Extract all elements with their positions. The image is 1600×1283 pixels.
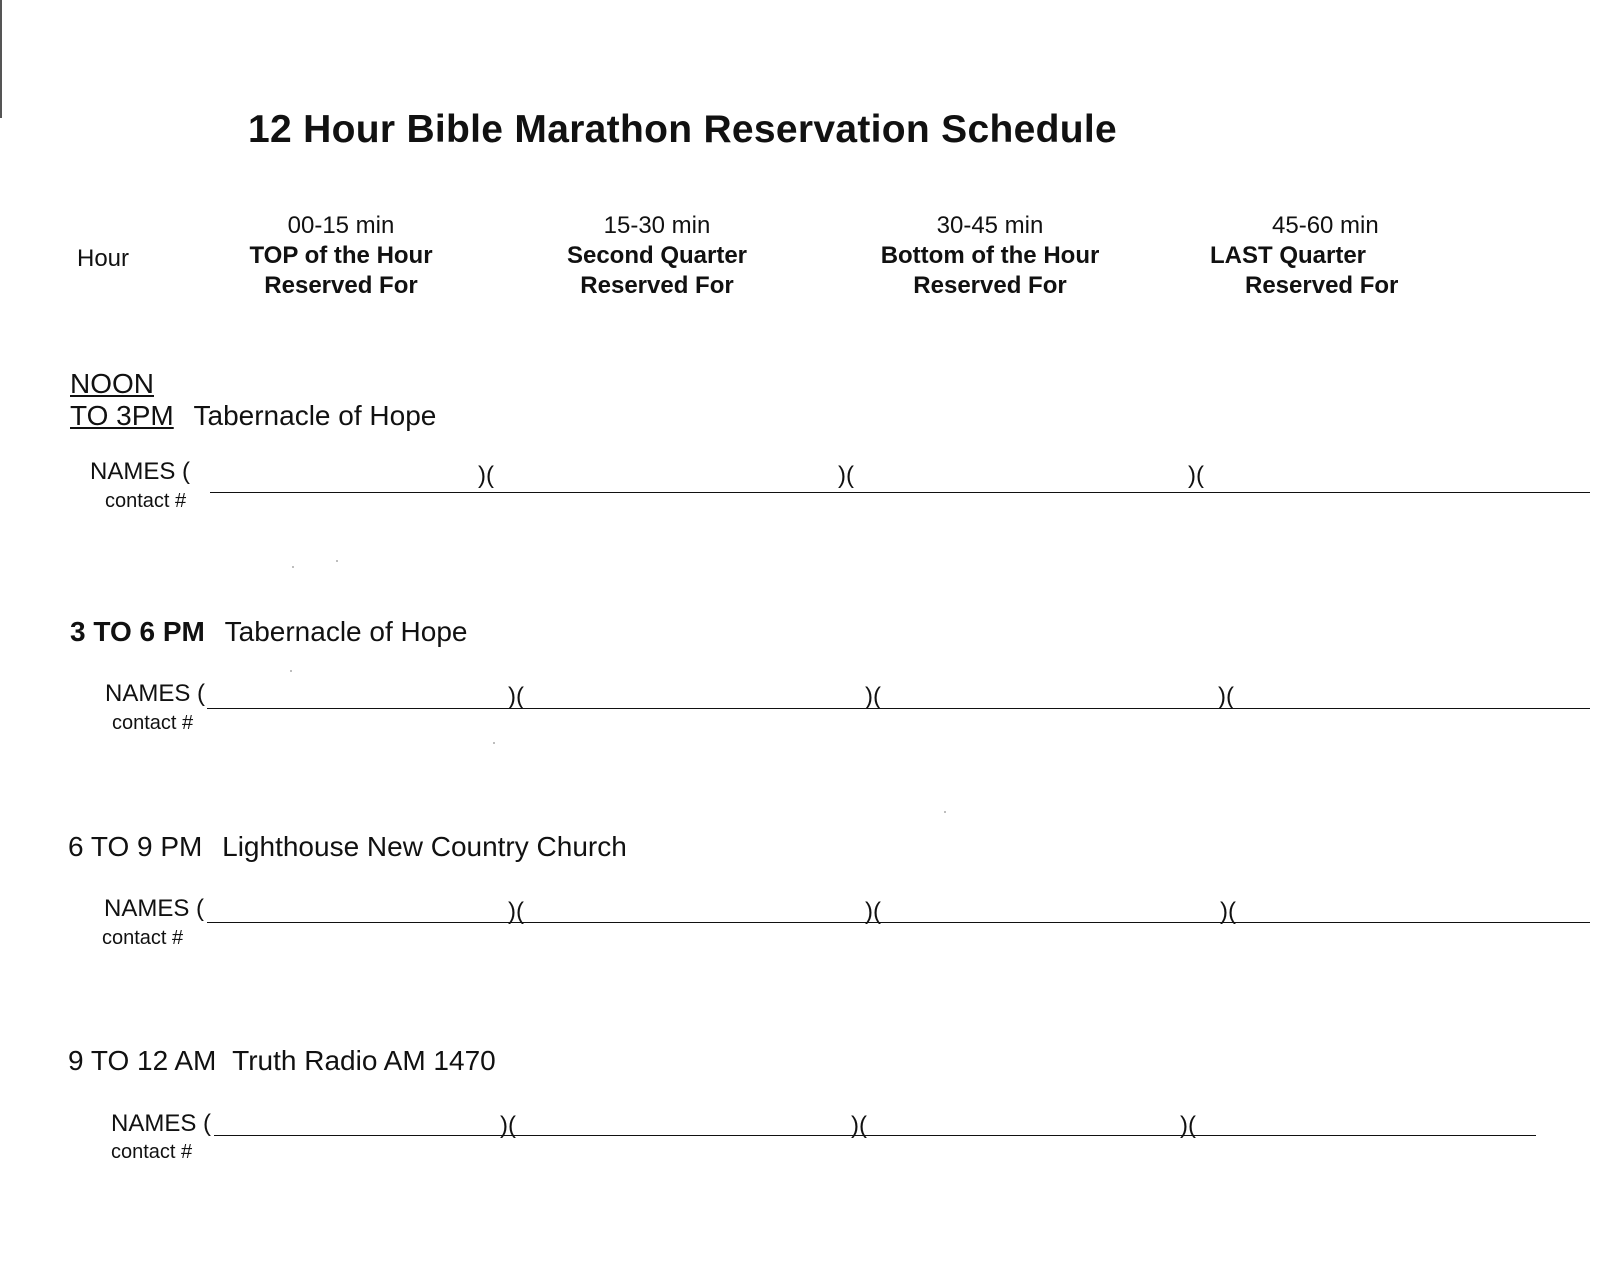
scan-speck <box>944 811 946 813</box>
column-header-top <box>236 211 446 301</box>
slot-host: Lighthouse New Country Church <box>222 831 627 862</box>
column-reserved: Reserved For <box>264 272 418 299</box>
column-reserved: Reserved For <box>913 272 1067 299</box>
scan-speck <box>290 670 292 672</box>
column-header-bottom <box>870 211 1110 301</box>
scan-speck <box>336 560 338 562</box>
column-header-last <box>1210 211 1460 301</box>
slot-time: 3 TO 6 PM <box>70 616 205 647</box>
slot-time-row <box>68 1045 496 1077</box>
slot-separator: )( <box>1220 898 1236 925</box>
slot-separator: )( <box>1218 683 1234 710</box>
page-title: 12 Hour Bible Marathon Reservation Schedule <box>248 108 1117 151</box>
slot-time: 9 TO 12 AM <box>68 1045 217 1076</box>
slot-separator: )( <box>508 683 524 710</box>
slot-host: Tabernacle of Hope <box>224 616 468 647</box>
column-range: 00-15 min <box>287 212 395 239</box>
contact-label: contact # <box>111 1141 193 1163</box>
contact-label: contact # <box>102 927 184 949</box>
column-reserved: Reserved For <box>1245 272 1399 299</box>
column-reserved: Reserved For <box>580 272 734 299</box>
column-name: TOP of the Hour <box>249 242 433 269</box>
slot-separator: )( <box>851 1112 867 1139</box>
slot-separator: )( <box>1180 1112 1196 1139</box>
names-label: NAMES ( <box>90 458 191 485</box>
slot-time-row <box>68 831 627 863</box>
slot-host: Truth Radio AM 1470 <box>232 1045 496 1076</box>
slot-host: Tabernacle of Hope <box>193 400 437 431</box>
scan-speck <box>292 566 294 568</box>
scan-edge-mark <box>0 0 2 118</box>
slot-separator: )( <box>500 1112 516 1139</box>
names-fill-line[interactable] <box>207 708 1590 709</box>
slot-separator: )( <box>838 462 854 489</box>
names-label: NAMES ( <box>111 1110 212 1137</box>
names-fill-line[interactable] <box>207 922 1590 923</box>
hour-column-header: Hour <box>77 245 130 272</box>
slot-time: 6 TO 9 PM <box>68 831 203 862</box>
names-fill-line[interactable] <box>214 1135 1536 1136</box>
column-range: 30-45 min <box>936 212 1044 239</box>
scan-speck <box>493 742 495 744</box>
column-range: 45-60 min <box>1272 212 1379 239</box>
column-header-second <box>552 211 762 301</box>
column-name: LAST Quarter <box>1210 242 1367 269</box>
names-label: NAMES ( <box>104 895 205 922</box>
slot-separator: )( <box>865 898 881 925</box>
slot-separator: )( <box>1188 462 1204 489</box>
names-fill-line[interactable] <box>210 492 1590 493</box>
column-range: 15-30 min <box>603 212 711 239</box>
contact-label: contact # <box>105 490 187 512</box>
column-name: Second Quarter <box>566 242 748 269</box>
contact-label: contact # <box>112 712 194 734</box>
slot-separator: )( <box>478 462 494 489</box>
names-label: NAMES ( <box>105 680 206 707</box>
slot-separator: )( <box>865 683 881 710</box>
slot-time-row <box>70 616 467 648</box>
slot-time-line1: NOON <box>70 368 154 399</box>
column-name: Bottom of the Hour <box>880 242 1100 269</box>
slot-separator: )( <box>508 898 524 925</box>
slot-time-line2: TO 3PM Tabernacle of Hope <box>70 400 437 431</box>
